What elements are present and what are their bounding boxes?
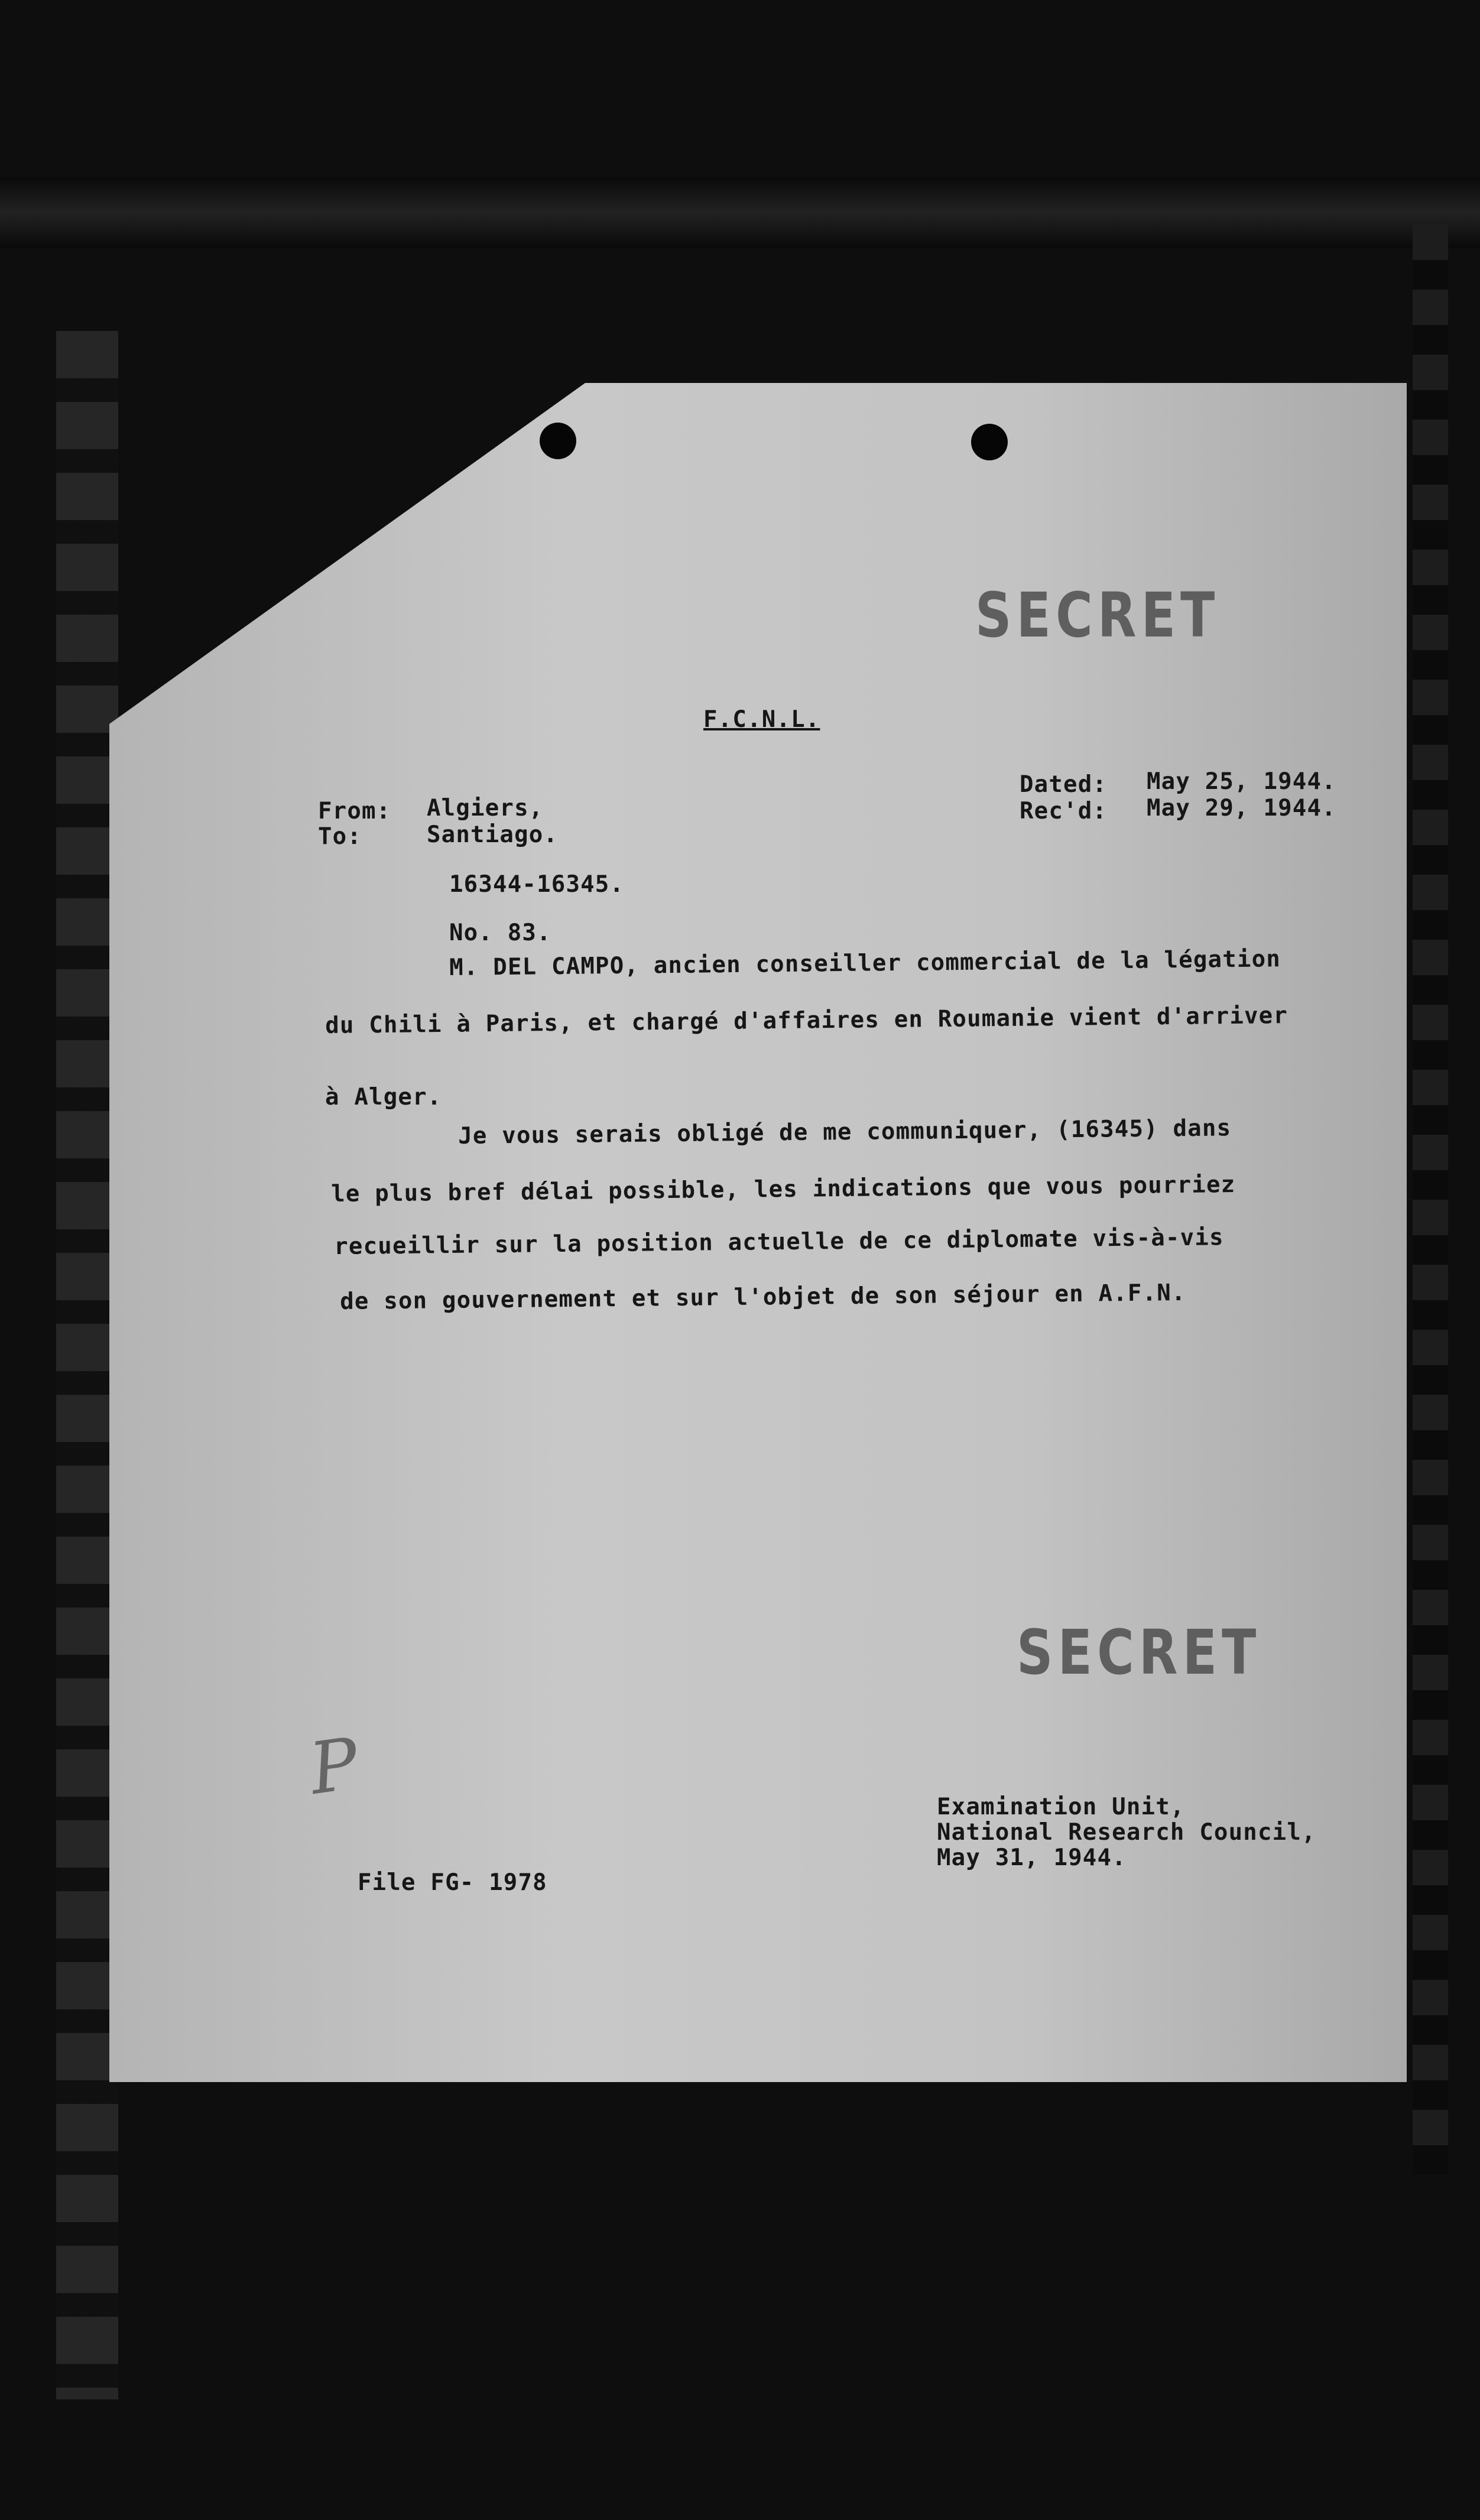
signature-line-3: May 31, 1944. [937,1844,1127,1871]
message-number: No. 83. [449,920,551,946]
body-line-5: le plus bref délai possible, les indications que vous pourriez [331,1171,1236,1207]
recd-value: May 29, 1944. [1147,795,1336,821]
file-reference: File FG- 1978 [358,1869,547,1896]
dated-value: May 25, 1944. [1147,768,1336,795]
signature-line-2: National Research Council, [937,1819,1316,1846]
microfilm-band [0,177,1480,248]
to-label: To: [318,823,362,850]
reference-numbers: 16344-16345. [449,871,625,898]
from-label: From: [318,798,391,824]
secret-stamp-top: SECRET [975,579,1220,651]
header-fcnl: F.C.N.L. [703,706,820,733]
body-line-1: M. DEL CAMPO, ancien conseiller commercial de la légation [449,946,1281,981]
punch-hole-left [540,423,576,459]
film-strip-left [56,331,118,2399]
recd-label: Rec'd: [1020,798,1108,824]
to-value: Santiago. [427,821,559,848]
body-line-7: de son gouvernement et sur l'objet de son séjour en A.F.N. [340,1280,1186,1315]
film-strip-right [1413,225,1448,2175]
dated-label: Dated: [1020,771,1108,798]
punch-hole-right [971,424,1008,460]
body-line-3: à Alger. [325,1084,442,1110]
body-line-2: du Chili à Paris, et chargé d'affaires en Roumanie vient d'arriver [325,1002,1288,1039]
secret-stamp-bottom: SECRET [1017,1616,1261,1688]
handwritten-mark: P [304,1723,364,1811]
body-line-6: recueillir sur la position actuelle de ce diplomate vis-à-vis [334,1224,1224,1260]
body-line-4: Je vous serais obligé de me communiquer, (16345) dans [458,1115,1232,1149]
signature-line-1: Examination Unit, [937,1794,1185,1820]
from-value: Algiers, [427,795,544,821]
